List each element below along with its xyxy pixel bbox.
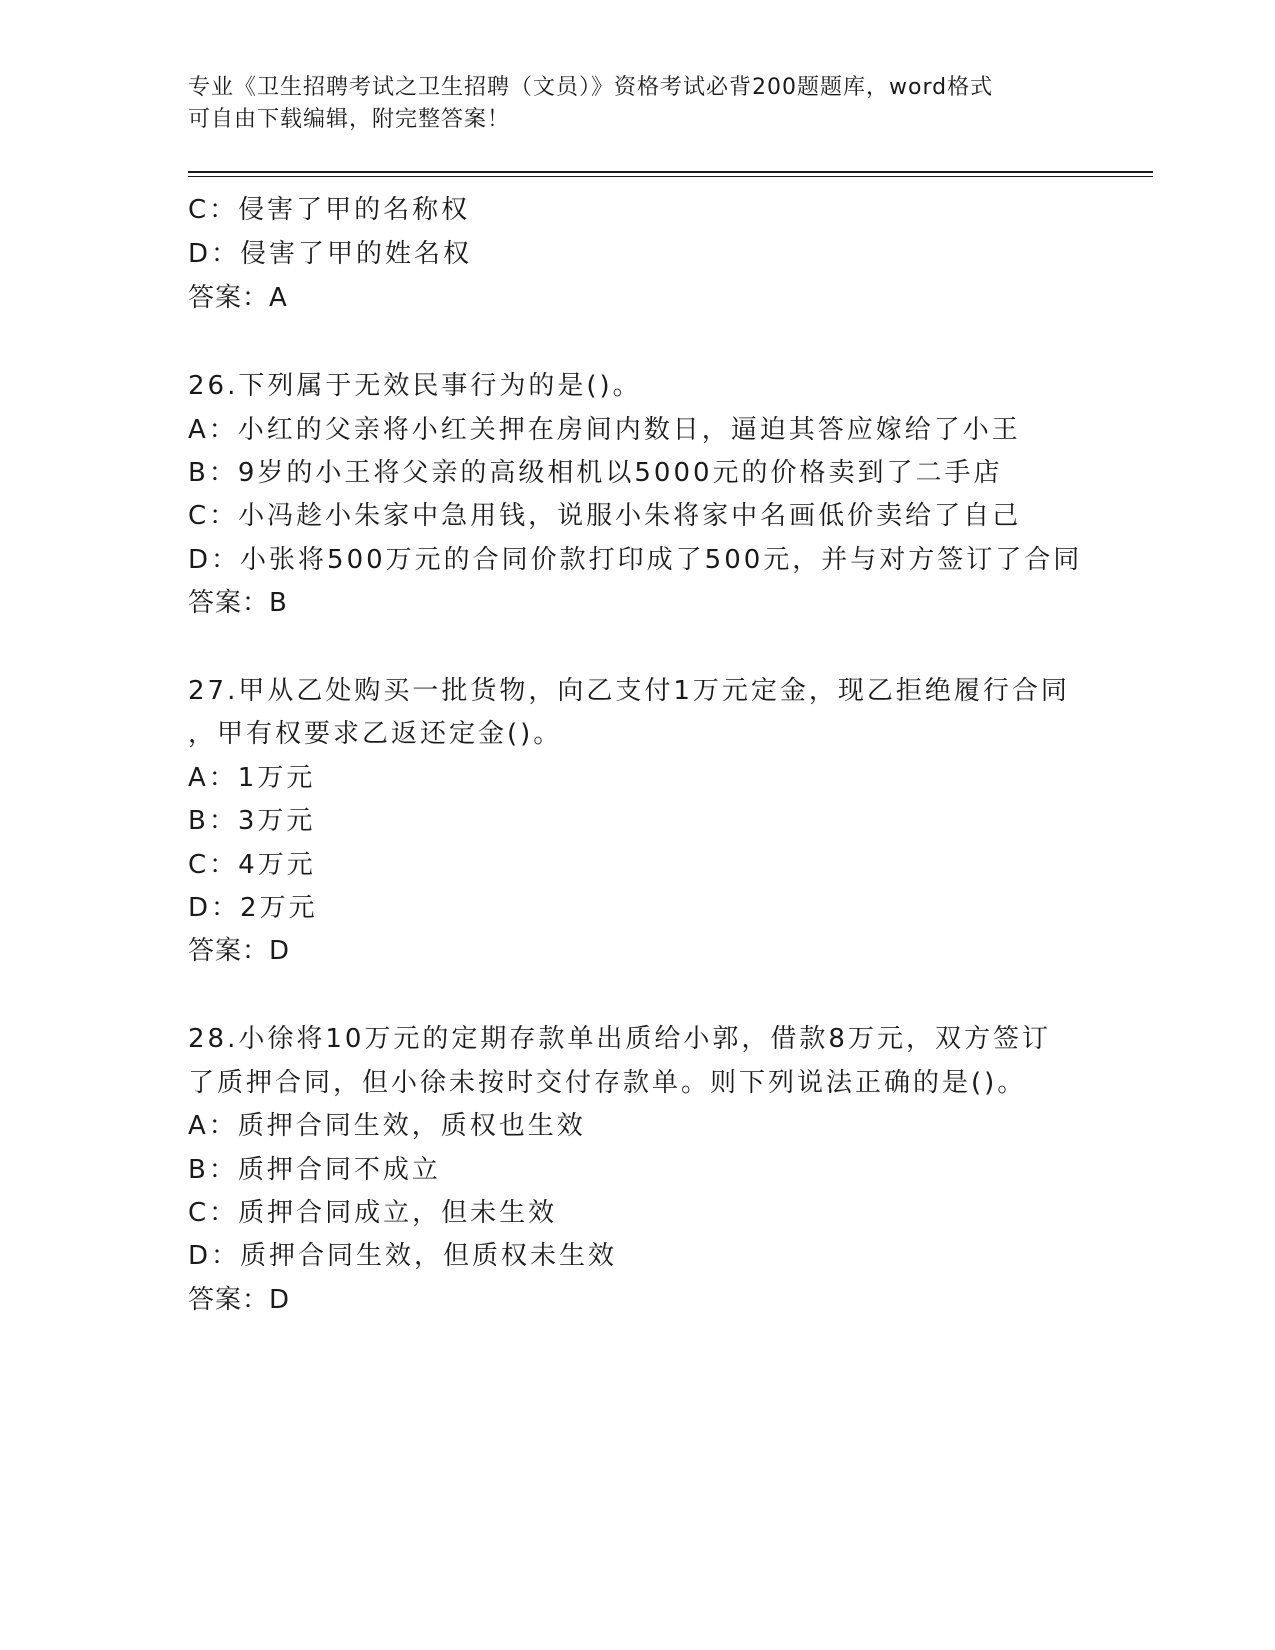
q28-stem-line-2: 了质押合同，但小徐未按时交付存款单。则下列说法正确的是()。 bbox=[188, 1068, 1027, 1098]
q28-option-b: B：质押合同不成立 bbox=[188, 1155, 441, 1185]
prev-option-d: D：侵害了甲的姓名权 bbox=[188, 239, 473, 269]
q27-stem-line-2: ，甲有权要求乙返还定金()。 bbox=[188, 719, 563, 749]
header-title-line-1: 专业《卫生招聘考试之卫生招聘（文员）》资格考试必背200题题库，word格式 bbox=[188, 75, 994, 100]
q26-option-b: B：9岁的小王将父亲的高级相机以5000元的价格卖到了二手店 bbox=[188, 458, 1003, 488]
q28-option-a: A：质押合同生效，质权也生效 bbox=[188, 1111, 586, 1141]
q27-answer: 答案：D bbox=[188, 936, 291, 966]
header-divider-thick bbox=[188, 171, 1153, 173]
q26-option-d: D：小张将500万元的合同价款打印成了500元，并与对方签订了合同 bbox=[188, 545, 1083, 575]
q27-stem-line-1: 27.甲从乙处购买一批货物，向乙支付1万元定金，现乙拒绝履行合同 bbox=[188, 676, 1070, 706]
header-title-line-2: 可自由下载编辑，附完整答案！ bbox=[188, 107, 511, 132]
q26-option-a: A：小红的父亲将小红关押在房间内数日，逼迫其答应嫁给了小王 bbox=[188, 415, 1021, 445]
prev-answer: 答案：A bbox=[188, 283, 288, 313]
prev-option-c: C：侵害了甲的名称权 bbox=[188, 195, 471, 225]
q27-option-a: A：1万元 bbox=[188, 763, 316, 793]
q26-stem: 26.下列属于无效民事行为的是()。 bbox=[188, 371, 642, 401]
q27-option-c: C：4万元 bbox=[188, 850, 316, 880]
q28-option-c: C：质押合同成立，但未生效 bbox=[188, 1198, 558, 1228]
q28-option-d: D：质押合同生效，但质权未生效 bbox=[188, 1241, 618, 1271]
header-divider-thin bbox=[188, 176, 1153, 177]
q28-stem-line-1: 28.小徐将10万元的定期存款单出质给小郭，借款8万元，双方签订 bbox=[188, 1024, 1051, 1054]
q27-option-d: D：2万元 bbox=[188, 893, 318, 923]
q27-option-b: B：3万元 bbox=[188, 806, 316, 836]
q26-option-c: C：小冯趁小朱家中急用钱，说服小朱将家中名画低价卖给了自己 bbox=[188, 501, 1022, 531]
q26-answer: 答案：B bbox=[188, 588, 288, 618]
q28-answer: 答案：D bbox=[188, 1285, 291, 1315]
